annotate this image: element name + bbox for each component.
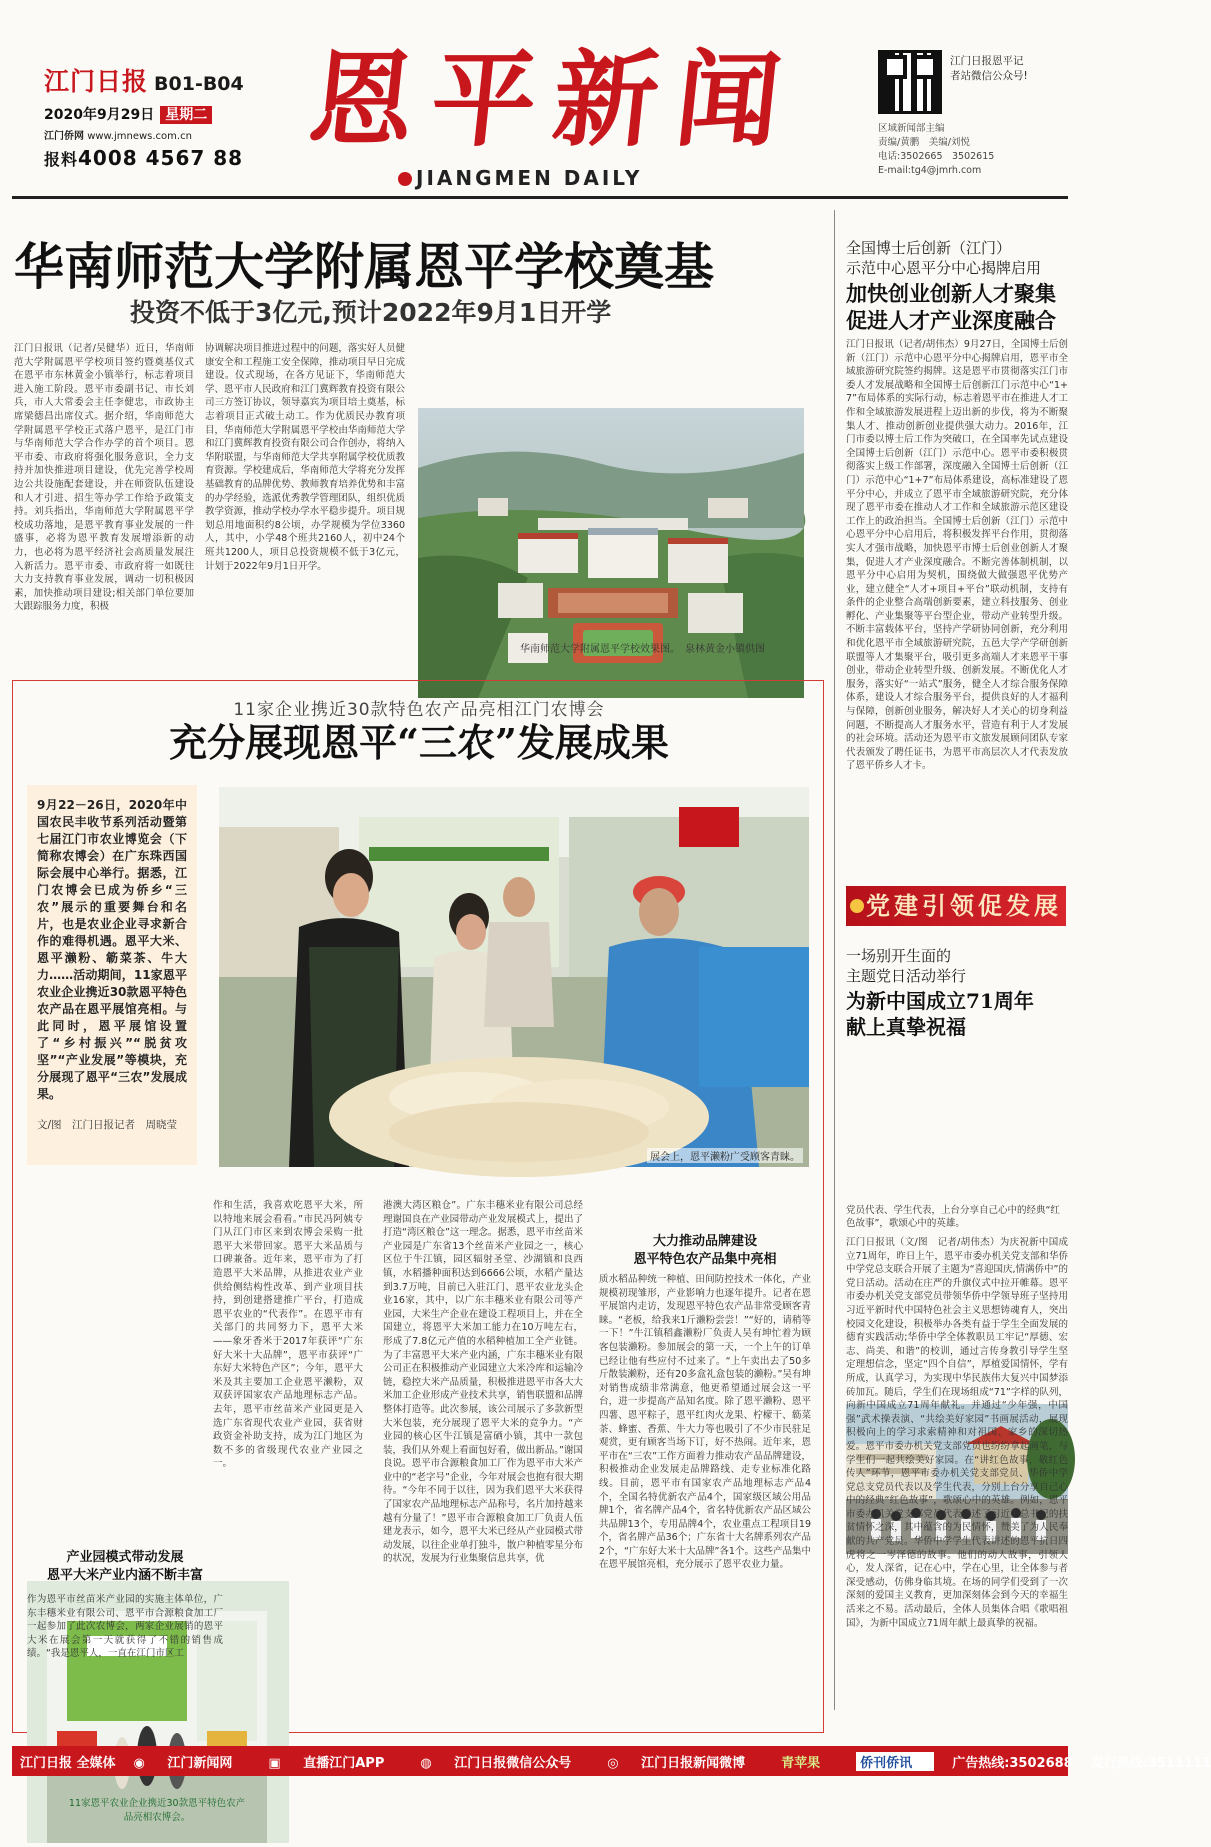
right-bottom-body: 江门日报讯（文/图 记者/胡伟杰）为庆祝新中国成立71周年，昨日上午，恩平市委办机关党支部和华侨中学党总支联合开展了主题为“喜迎国庆,情满侨中”的党日活动。活动在庄严的升旗仪式中拉开帷幕。恩平市委办机关党支部党员带领华侨中学领导班子坚持用习近平新时代中国特色社会主义思想铸魂育人，突出校园文化建设，积极举办各类有益于学生全面发展的德育实践活动;华侨中学全体教职员工牢记“厚德、宏志、尚美、和谐”的校训，通过言传身教引导学生坚定理想信念，坚定“四个自信”，厚植爱国情怀，学有所成，认真学习，为实现中华民族伟大复兴中国梦添砖加瓦。随后，学生们在现场组成“71”字样的队列，向新中国成立71周年献礼。并通过“少年强，中国强”武术操表演、“共绘美好家园”书画展活动，展现积极向上的学习求索精神和对祖国、家乡的深切热爱。恩平市委办机关党支部党员也纷纷拿起画笔，与学生们一起共绘美好家园。在“讲红色故事，敬红色传人”环节，恩平市委办机关党支部党员、华侨中学党总支党员代表以及学生代表，分别上台分享自己心中的经典“红色故事”，歌颂心中的英雄。例如，恩平市委办机关党支部党员代表讲述了习近平总书记的扶贫情怀之深，其中蕴含的为民情怀，赞美了为人民奉献的共产党员。华侨中学学生代表讲述的恩平抗日四虎将之一岑泽德的故事。他们的动人故事，引领人心，发人深省，记在心中，学在心里，让全体参与者深受感动，仿佛身临其境。在场的同学们受到了一次深刻的爱国主义教育，更加深刻体会到今天的幸福生活来之不易。活动最后，全体人员集体合唱《歌唱祖国》，为新中国成立71周年献上最真挚的祝福。 xyxy=(846,1237,1068,1629)
site-url[interactable]: www.jmnews.com.cn xyxy=(87,131,192,142)
masthead-left xyxy=(44,62,284,170)
subhead-line: 产业园模式带动发展 xyxy=(66,1550,184,1565)
editor-info xyxy=(878,122,1058,178)
subhead-line: 恩平大米产业内涵不断丰富 xyxy=(46,1568,203,1583)
editor-line: 区域新闻部主编 xyxy=(878,123,945,134)
site-name: 江门侨网 xyxy=(44,131,84,142)
feature-subhead-1 xyxy=(27,1549,223,1585)
footer-item-apple[interactable] xyxy=(781,1752,838,1771)
hotline-label: 报料 xyxy=(44,150,79,169)
feature-photo xyxy=(219,787,809,1167)
headline-line: 为新中国成立71周年 xyxy=(846,989,1034,1013)
ad-hotline: 广告热线:3502688 xyxy=(952,1755,1073,1771)
section-tag xyxy=(846,886,1066,926)
column-divider xyxy=(834,210,835,1710)
footer-item-label: 江门日报微信公众号 xyxy=(454,1755,572,1771)
right-top-headline xyxy=(846,280,1066,334)
footer-brand[interactable]: 江门日报 全媒体 xyxy=(20,1755,116,1771)
headline-line: 献上真挚祝福 xyxy=(846,1015,966,1039)
right-bottom-kicker xyxy=(846,946,1066,986)
subhead-line: 大力推动品牌建设 xyxy=(652,1234,757,1249)
party-emblem-icon xyxy=(850,899,864,913)
weibo-icon: ◎ xyxy=(607,1755,619,1771)
right-bottom-headline xyxy=(846,988,1068,1040)
expo-noodle-booth-image xyxy=(219,787,809,1167)
feature-byline: 文/图 江门日报记者 周晓莹 xyxy=(37,1119,178,1131)
editor-line: 责编/黄鹏 美编/刘悦 xyxy=(878,137,970,148)
lead-column-1: 江门日报讯（记者/吴健华）近日，华南师范大学附属恩平学校项目签约暨奠基仪式在恩平市东林黄金小镇举行，标志着项目进入施工阶段。恩平市委副书记、市长刘兵，市人大常委会主任李健忠，市政协主席梁德昌出席仪式。据介绍，华南师范大学附属恩平学校正式落户恩平，是江门市与华南师范大学合作办学的首个项目。恩平市委、市政府将强化服务意识，全力支持并加快推进项目建设，优先完善学校周边公共设施配套建设，并在师资队伍建设和人才引进、招生等办学工作给予政策支持。刘兵指出，华南师范大学附属恩平学校成功落地，是恩平教育事业发展的一件盛事，必将为恩平教育发展增添新的动力，也必将为恩平经济社会高质量发展注入新活力。恩平市委、市政府将一如既往大力支持教育事业发展，调动一切积极因素，加快推动项目建设;相关部门单位要加大跟踪服务力度，积极 xyxy=(14,343,194,613)
lead-photo-caption: 华南师范大学附属恩平学校效果图。 泉林黄金小镇供图 xyxy=(520,644,765,655)
footer-item-label: 直播江门APP xyxy=(303,1755,385,1771)
hotline-number: 4008 4567 88 xyxy=(78,146,244,170)
kicker-line: 全国博士后创新（江门） xyxy=(846,239,1012,257)
lead-subheadline: 投资不低于3亿元,预计2022年9月1日开学 xyxy=(130,298,612,327)
masthead-subtitle: JIANGMEN DAILY xyxy=(416,166,643,190)
globe-icon: ◉ xyxy=(133,1755,145,1771)
headline-line: 促进人才产业深度融合 xyxy=(846,308,1056,333)
footer-item-qiaokan[interactable] xyxy=(856,1752,934,1771)
feature-kicker: 11家企业携近30款特色农产品亮相江门农博会 xyxy=(233,700,605,720)
footer-item-label: 侨刊侨讯 xyxy=(860,1755,913,1771)
issue-date: 2020年9月29日 xyxy=(44,107,155,123)
qr-caption: 江门日报恩平记者站微信公众号! xyxy=(950,55,1028,82)
headline-line: 加快创业创新人才聚集 xyxy=(846,281,1056,306)
distribution-hotline: 发行热线:3511111 xyxy=(1090,1755,1211,1771)
subhead-line: 恩平特色农产品集中亮相 xyxy=(633,1252,777,1267)
qr-code-icon[interactable] xyxy=(878,50,942,114)
footer-item-label: 青苹果 xyxy=(781,1755,821,1771)
feature-column-b: 作为恩平市丝苗米产业园的实施主体单位，广东丰穗米业有限公司、恩平市合源粮食加工厂一起参加了此次农博会，两家企业展销的恩平大米在展会第一天就获得了不错的销售成绩。“我是恩平人，一直在江门市区工 xyxy=(27,1594,223,1660)
footer-item-weibo[interactable] xyxy=(607,1752,763,1771)
kicker-line: 一场别开生面的 xyxy=(846,947,952,965)
footer-item-wechat[interactable] xyxy=(420,1752,589,1771)
section-tag-label: 党建引领促发展 xyxy=(866,891,1062,920)
footer-item-app[interactable] xyxy=(268,1752,402,1771)
feature-intro: 9月22－26日，2020年中国农民丰收节系列活动暨第七届江门市农业博览会（下简称农博会）在广东珠西国际会展中心举行。据悉，江门农博会已成为侨乡“三农”展示的重要舞台和名片，也是农业企业寻求新合作的难得机遇。恩平大米、恩平濑粉、簕菜茶、牛大力……活动期间，11家恩平农业企业携近30款恩平特色农产品在恩平展馆亮相。与此同时，恩平展馆设置了“乡村振兴”“脱贫攻坚”“产业发展”等模块，充分展现了恩平“三农”发展成果。 xyxy=(37,798,187,1101)
paper-name: 江门日报 xyxy=(44,67,149,96)
footer-item-label: 江门新闻网 xyxy=(167,1755,233,1771)
feature-subhead-2 xyxy=(599,1233,811,1269)
wechat-icon: ◍ xyxy=(420,1755,432,1771)
feature-intro-box xyxy=(27,785,197,1165)
feature-headline: 充分展现恩平“三农”发展成果 xyxy=(169,720,669,765)
feature-photo-2-caption: 11家恩平农业企业携近30款恩平特色农产品亮相农博会。 xyxy=(68,1798,246,1823)
footer-item-label: 江门日报新闻微博 xyxy=(641,1755,746,1771)
tv-icon: ▣ xyxy=(268,1755,281,1771)
feature-column-d-top: 质水稻品种统一种植、田间防控技术一体化，产业规模初现雏形，产业影响力也逐年提升。记者在恩平展馆内走访，发现恩平特色农产品非常受顾客青睐。“老板，给我来1斤濑粉尝尝！”“好的，请稍等一下！”牛江镇稻鑫濑粉厂负责人吴有坤忙着为顾客包装濑粉。参加展会的第一天，一个上午的订单已经让他有些应付不过来了。“上午卖出去了50多斤散装濑粉，还有20多盒礼盒包装的濑粉。”吴有坤对销售成绩非常满意，他更希望通过展会这一平台，进一步提高产品知名度。除了恩平濑粉、恩平四薯、恩平粽子，恩平红肉火龙果、柠檬干、簕菜茶、蜂蜜、香蕉、牛大力等也吸引了不少市民驻足观赏，更有顾客当场下订，好不热闹。近年来，恩平市在“三农”工作方面着力推动农产品品牌建设，积极推动企业发展走品牌路线、走专业标准化路线。目前，恩平市有国家农产品地理标志产品4个，全国名特优新农产品4个，国家级区域公用品牌1个，省名牌产品4个，省名特优新农产品区域公共品牌13个，专用品牌4个，农业重点工程项目19个，省名牌产品36个；广东省十大名牌系列农产品2个，“广东好大米十大品牌”各1个。这些产品集中在恩平展馆亮相，充分展示了恩平农业力量。 xyxy=(599,1274,811,1571)
editor-line[interactable]: E-mail:tg4@jmrh.com xyxy=(878,165,982,176)
feature-photo-caption: 展会上，恩平濑粉广受顾客青睐。 xyxy=(647,1148,803,1163)
masthead-title: 恩平新闻 xyxy=(303,38,805,161)
lead-column-2: 协调解决项目推进过程中的问题，落实好人员健康安全和工程施工安全保障，推动项目早日完成建设。仪式现场，在各方见证下，华南师范大学、恩平市人民政府和江门冀辉教育投资有限公司三方签订协议，领导嘉宾为项目培土奠基，标志着项目正式破土动工。作为优质民办教育项目，华南师范大学附属恩平学校由华南师范大学和江门冀辉教育投资有限公司合作创办，将纳入华附联盟，与华南师范大学共享附属学校优质教育资源。学校建成后，华南师范大学将充分发挥基础教育的品牌优势、教师教育培养优势和丰富的办学经验，选派优秀教学管理团队，组织优质教学资源，推动学校办学水平稳步提升。项目规划总用地面积约8公顷，办学规模为学位3360人，其中，小学48个班共2160人，初中24个班共1200人，项目总投资规模不低于3亿元，计划于2022年9月1日开学。 xyxy=(205,343,405,572)
right-bottom-photo-caption: 党员代表、学生代表，上台分享自己心中的经典“红色故事”，歌颂心中的英雄。 xyxy=(846,1205,1060,1229)
page-range: B01-B04 xyxy=(154,73,244,95)
masthead-rule xyxy=(12,196,1068,199)
footer-item-website[interactable] xyxy=(134,1752,251,1771)
footer-bar xyxy=(12,1746,1211,1776)
logo-mark-icon xyxy=(398,172,412,186)
feature-column-a: 作和生活，我喜欢吃恩平大米，所以特地来展会看看。”市民冯阿姨专门从江门市区来到农博会采购一批恩平大米带回家。恩平大米品质与口碑兼备。近年来，恩平市为了打造恩平大米品牌，从推进农业产业供给侧结构性改革、到产业项目扶持，到创建搭建推广平台，打造成恩平农业的“代表作”。在恩平市有关部门的共同努力下，恩平大米——象牙香米于2017年获评“广东好大米十大品牌”，恩平市获评“广东好大米特色产区”；今年，恩平大米及其主要加工企业恩平濑粉，双双获评国家农产品地理标志产品。去年，恩平市丝苗米产业园更是入选广东省现代农业产业园，获省财政资金补助支持，成为江门地区为数不多的省级现代农业产业园之一。 xyxy=(213,1200,363,1470)
right-top-body: 江门日报讯（记者/胡伟杰）9月27日，全国博士后创新（江门）示范中心恩平分中心揭牌启用，恩平市全域旅游研究院签约揭牌。这是恩平市贯彻落实江门市委人才发展战略和全国博士后创新江门示范中心“1+7”布局体系的实际行动，标志着恩平市在推进人才工作和全域旅游发展进程上迈出新的步伐，将为不断聚集人才、推动创新创业提供强大动力。2016年，江门市委以博士后工作为突破口，在全国率先试点建设全国博士后创新（江门）示范中心。恩平市委积极贯彻落实上级工作部署，深度融入全国博士后创新（江门）示范中心“1+7”布局体系建设，高标准建设了恩平分中心，并成立了恩平市全域旅游研究院，充分体现了恩平市委在推动人才工作和全域旅游示范区建设工作上的政治担当。全国博士后创新（江门）示范中心恩平分中心启用后，将积极发挥平台作用，贯彻落实人才强市战略，加快恩平市博士后创业创新人才聚集，促进人才产业深度融合。不断完善体制机制，以恩平分中心启用为契机，围绕做大做强恩平优势产业，建立健全“人才+项目+平台”联动机制，支持有条件的企业整合高端创新要素，建立科技服务、创业孵化、产业集聚等平台型企业，带动产业转型升级。不断丰富载体平台，坚持产学研协同创新，充分利用和优化恩平市全域旅游研究院，五邑大学产学研创新联盟等人才集聚平台，吸引更多高端人才来恩平干事创业，带动企业转型升级、创新发展。不断优化人才服务，落实好“一站式”服务，健全人才综合服务保障体系，建设人才综合服务平台，提供良好的人才福利与保障，创新创业服务，解决好人才关心的切身利益问题，不断提高人才服务水平，营造有利于人才发展的社会环境。活动还为恩平市文旅发展顾问团队专家代表颁发了聘任证书，为恩平市高层次人才代表发放了恩平侨乡人才卡。 xyxy=(846,339,1068,772)
right-top-kicker xyxy=(846,238,1066,278)
feature-column-c: 港澳大湾区粮仓”。广东丰穗米业有限公司总经理谢国良在产业园带动产业发展模式上，提出了打造“湾区粮仓”这一理念。据悉，恩平市丝苗米产业园是广东省13个丝苗米产业园之一，核心区位于牛江镇，园区辐射圣堂、沙湖镇和良西镇，水稻播种面积达到6666公顷，水稻产量达到3.7万吨，目前已入驻江门、恩平农业龙头企业16家，其中，以广东丰穗米业有限公司等产业园，大米生产企业在建设工程项目上，并在全国建立，将恩平大米加工能力在10万吨左右，形成了7.8亿元产值的水稻种植加工全产业链。为了丰富恩平大米产业内涵，广东丰穗米业有限公司正在积极推动产业园建立大米冷库和运输冷链，稳控大米产品质量，积极推进恩平市各大大米加工企业形成产业技术共享，销售联盟和品牌整体打造等。此次参展，该公司展示了多款新型大米包装，充分展现了恩平大米的竞争力。“产业园的核心区牛江镇是富硒小镇，其中一款包装，我们从外观上看面包好看，做出新品。”谢国良说。恩平市合源粮食加工厂作为恩平市大米产业中的“老字号”企业，今年对展会也抱有很大期待。“今年不同于以往，因为我们恩平大米获得了国家农产品地理标志产品称号，名片加持越来越有分量了！”恩平市合源粮食加工厂负责人伍建龙表示，如今，恩平大米已经从产业园模式带动发展，以往企业单打独斗，散户种植零星分布的状况，发展为行业集聚信息共享，优 xyxy=(383,1200,583,1565)
kicker-line: 主题党日活动举行 xyxy=(846,967,967,985)
masthead-subtitle-row xyxy=(398,166,642,190)
kicker-line: 示范中心恩平分中心揭牌启用 xyxy=(846,259,1042,277)
editor-line: 电话:3502665 3502615 xyxy=(878,151,995,162)
weekday-badge: 星期二 xyxy=(160,106,212,124)
lead-headline: 华南师范大学附属恩平学校奠基 xyxy=(14,237,714,296)
